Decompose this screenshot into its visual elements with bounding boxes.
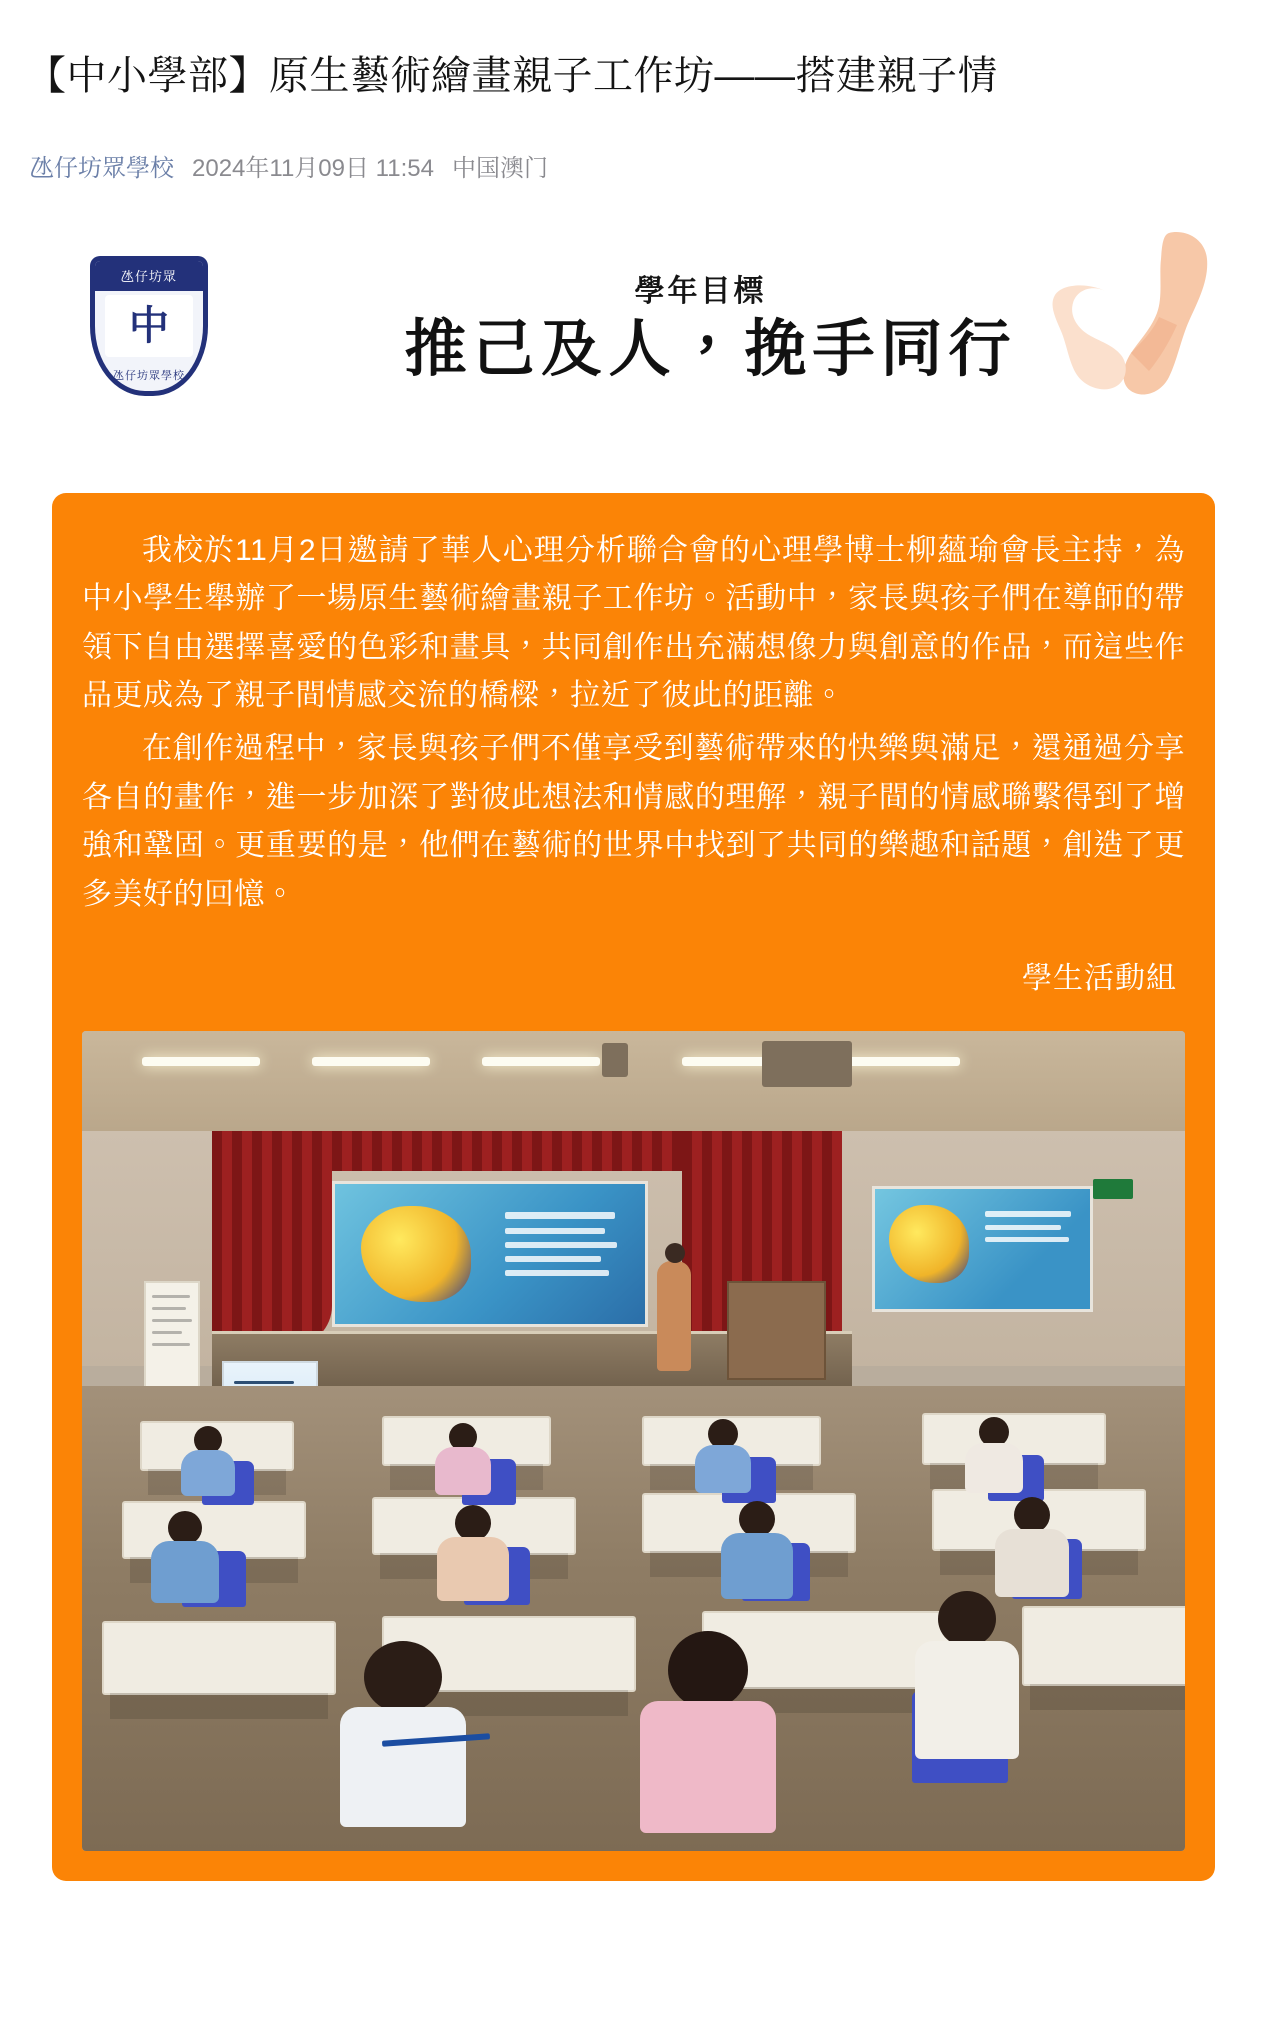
school-banner	[0, 211, 1267, 441]
photo-scene	[82, 1031, 1185, 1851]
attendee	[178, 1426, 238, 1496]
article-meta	[0, 130, 1267, 183]
ceiling	[82, 1031, 1185, 1138]
attendee	[692, 1419, 754, 1493]
body-paragraph-2: 在創作過程中，家長與孩子們不僅享受到藝術帶來的快樂與滿足，還通過分享各自的畫作，進一步加深了對彼此想法和情感的理解，親子間的情感聯繫得到了增強和鞏固。更重要的是，他們在藝術的世界中找到了共同的樂趣和話題，創造了更多美好的回憶。	[82, 731, 1185, 911]
table	[102, 1621, 336, 1695]
event-photo	[82, 1031, 1185, 1851]
attendee	[148, 1511, 222, 1603]
logo-top-label: 氹仔坊眾	[95, 261, 203, 291]
projection-screen-side	[872, 1186, 1093, 1312]
logo-bottom-label: 氹仔坊眾學校	[113, 369, 185, 382]
holding-hands-icon	[1019, 225, 1219, 415]
attendee	[434, 1505, 512, 1601]
attendee	[992, 1497, 1072, 1597]
publish-datetime: 2024年11月09日 11:54	[192, 154, 434, 182]
banner-headline: 推己及人，挽手同行	[404, 314, 1017, 384]
page-title: 【中小學部】原生藝術繪畫親子工作坊——搭建親子情	[26, 53, 998, 98]
body-paragraph-1: 我校於11月2日邀請了華人心理分析聯合會的心理學博士柳蘊瑜會長主持，為中小學生舉辦了一場原生藝術繪畫親子工作坊。活動中，家長與孩子們在導師的帶領下自由選擇喜愛的色彩和畫具，共同創作出充滿想像力與創意的作品，而這些作品更成為了親子間情感交流的橋樑，拉近了彼此的距離。	[82, 533, 1185, 713]
banner-subtitle: 學年目標	[634, 274, 767, 308]
student-front	[338, 1641, 468, 1826]
stage-curtain-left	[212, 1131, 332, 1346]
presenter-person	[657, 1261, 691, 1371]
podium	[727, 1281, 826, 1380]
projection-screen-main	[332, 1181, 648, 1327]
signature-line: 學生活動組	[1022, 962, 1177, 996]
article-page	[0, 27, 1267, 1920]
attendee	[962, 1417, 1026, 1493]
content-card	[52, 493, 1215, 1882]
table	[1022, 1606, 1185, 1686]
page-bottom-spacer	[0, 1881, 1267, 1919]
attendee	[718, 1501, 796, 1599]
attendee	[432, 1423, 494, 1495]
account-name[interactable]: 氹仔坊眾學校	[30, 154, 174, 182]
publish-location: 中国澳门	[451, 154, 548, 182]
attendee	[912, 1591, 1022, 1761]
logo-monogram: 中	[129, 303, 169, 348]
exit-sign	[1093, 1179, 1133, 1199]
parent-front	[638, 1631, 778, 1831]
